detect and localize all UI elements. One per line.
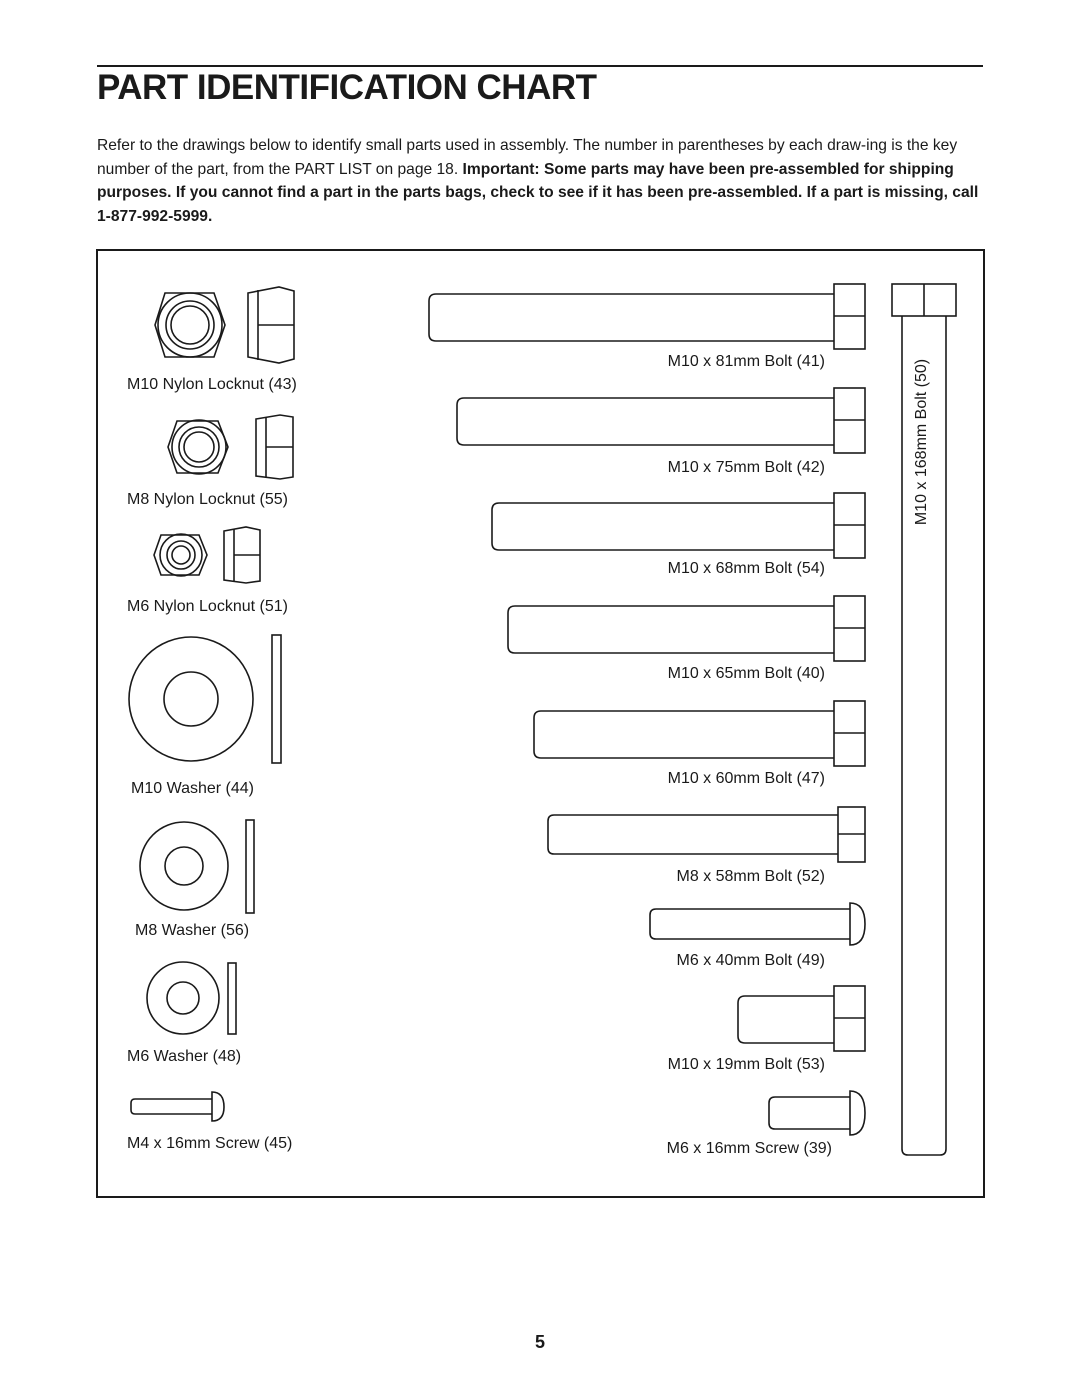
label-m10-68mm-bolt: M10 x 68mm Bolt (54) bbox=[667, 560, 825, 577]
label-m8-58mm-bolt: M8 x 58mm Bolt (52) bbox=[676, 868, 825, 885]
m10-19mm-bolt-drawing bbox=[738, 986, 865, 1051]
m10-washer-drawing bbox=[129, 635, 281, 763]
intro-important: Important: Some parts may have been pre-assembled for shipping purposes. If you cannot find a part in the parts bags, check to see if it has been pre-assembled. If a part is missing, call 1-877-992-5999. bbox=[97, 160, 979, 225]
label-m10-19mm-bolt: M10 x 19mm Bolt (53) bbox=[667, 1056, 825, 1073]
label-m6-16mm-screw: M6 x 16mm Screw (39) bbox=[666, 1140, 832, 1157]
intro-paragraph bbox=[97, 134, 985, 228]
page-title: PART IDENTIFICATION CHART bbox=[97, 68, 597, 107]
m8-nylon-locknut-drawing bbox=[168, 415, 293, 479]
label-m10-washer: M10 Washer (44) bbox=[131, 780, 254, 797]
label-m10-nylon-locknut: M10 Nylon Locknut (43) bbox=[127, 376, 297, 393]
m6-16mm-screw-drawing bbox=[769, 1091, 865, 1135]
m6-nylon-locknut-drawing bbox=[154, 527, 260, 583]
m10-81mm-bolt-drawing bbox=[429, 284, 865, 349]
m10-68mm-bolt-drawing bbox=[492, 493, 865, 558]
m10-nylon-locknut-drawing bbox=[155, 287, 294, 363]
label-m10-81mm-bolt: M10 x 81mm Bolt (41) bbox=[667, 353, 825, 370]
m10-60mm-bolt-drawing bbox=[534, 701, 865, 766]
label-m6-nylon-locknut: M6 Nylon Locknut (51) bbox=[127, 598, 288, 615]
label-m8-washer: M8 Washer (56) bbox=[135, 922, 250, 939]
page-number: 5 bbox=[534, 1332, 545, 1352]
label-m10-168mm-bolt: M10 x 168mm Bolt (50) bbox=[913, 358, 930, 526]
label-m10-65mm-bolt: M10 x 65mm Bolt (40) bbox=[667, 665, 825, 682]
m10-65mm-bolt-drawing bbox=[508, 596, 865, 661]
m6-40mm-bolt-drawing bbox=[650, 903, 865, 945]
m8-58mm-bolt-drawing bbox=[548, 807, 865, 862]
m4-16mm-screw-drawing bbox=[131, 1092, 224, 1121]
m6-washer-drawing bbox=[147, 962, 236, 1034]
part-chart bbox=[96, 249, 985, 1198]
m8-washer-drawing bbox=[140, 820, 254, 913]
m10-75mm-bolt-drawing bbox=[457, 388, 865, 453]
label-m4-16mm-screw: M4 x 16mm Screw (45) bbox=[127, 1135, 293, 1152]
label-m6-washer: M6 Washer (48) bbox=[127, 1048, 242, 1065]
label-m10-75mm-bolt: M10 x 75mm Bolt (42) bbox=[667, 459, 825, 476]
intro-text: Refer to the drawings below to identify small parts used in assembly. The number in parentheses by each draw-ing is the key number of the part, from the PART LIST on page 18. bbox=[97, 137, 958, 178]
label-m6-40mm-bolt: M6 x 40mm Bolt (49) bbox=[676, 952, 825, 969]
label-m10-60mm-bolt: M10 x 60mm Bolt (47) bbox=[667, 770, 825, 787]
title-rule bbox=[97, 65, 983, 67]
label-m8-nylon-locknut: M8 Nylon Locknut (55) bbox=[127, 491, 288, 508]
